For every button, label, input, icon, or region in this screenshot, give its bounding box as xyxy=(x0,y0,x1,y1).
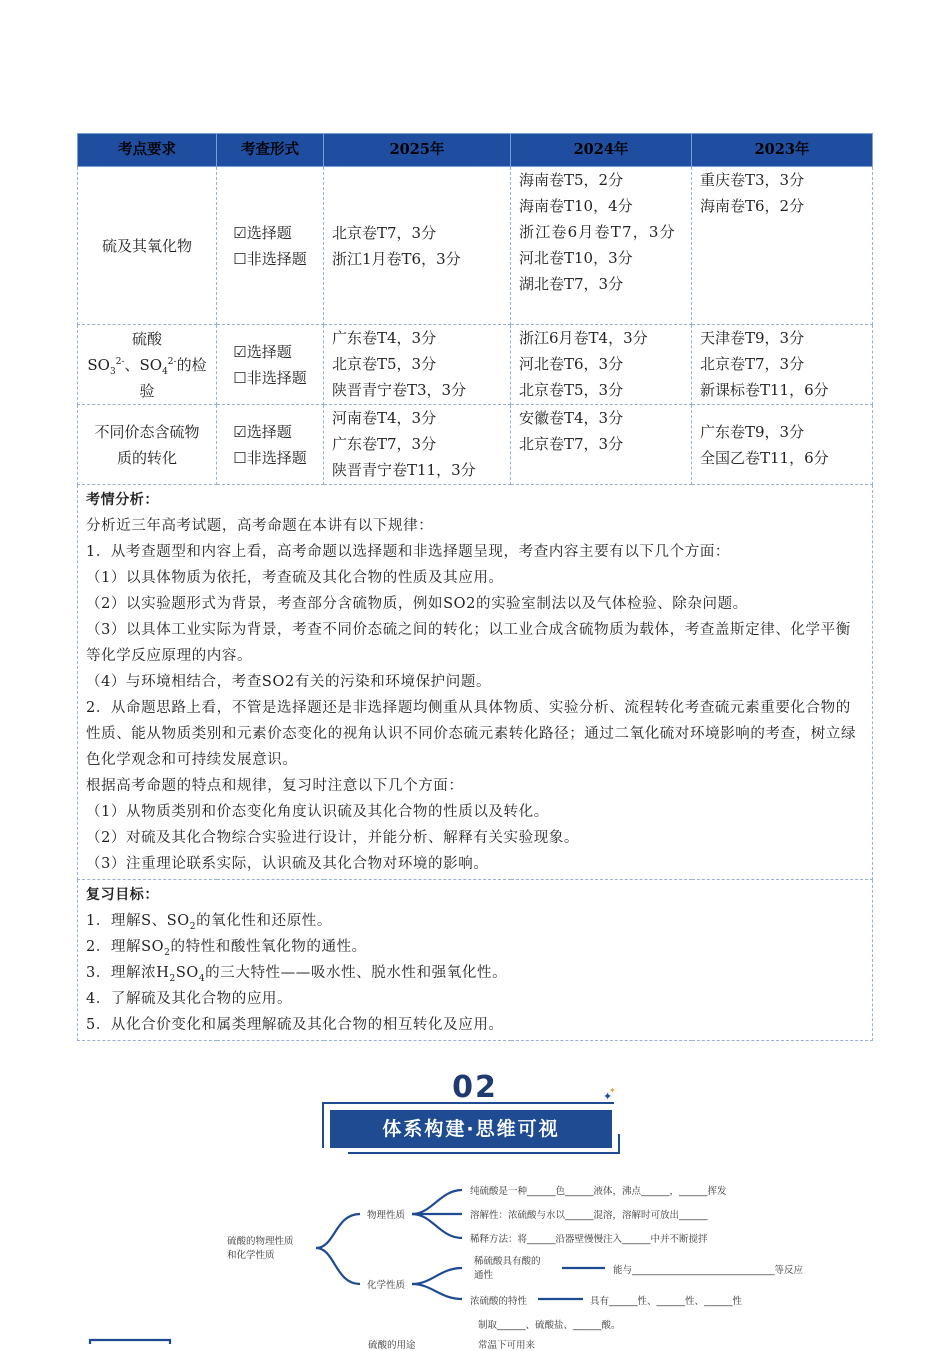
topic-text: 不同价态含硫物 xyxy=(94,422,200,441)
node-p1: 纯硫酸是一种______色______液体，沸点______，______挥发 xyxy=(470,1186,727,1197)
exam-ref: 安徽卷T4，3分 xyxy=(519,409,624,427)
goal-text: 的氧化性和还原性。 xyxy=(196,913,333,929)
header-2024: 2024年 xyxy=(511,134,692,167)
exam-ref: 北京卷T7，3分 xyxy=(519,435,624,453)
node-c1-detail: 能与______________________________等反应 xyxy=(613,1265,804,1276)
formula-so4: 、SO xyxy=(124,355,163,374)
goal-item: 5．从化合价变化和属类理解硫及其化合物的相互转化及应用。 xyxy=(86,1017,504,1033)
exam-ref: 河北卷T10，3分 xyxy=(519,249,633,267)
exam-ref: 北京卷T7，3分 xyxy=(332,223,437,242)
topic-text: 硫及其氧化物 xyxy=(101,236,192,255)
analysis-line: 2．从命题思路上看，不管是选择题还是非选择题均侧重从具体物质、实验分析、流程转化考查硫元素重要化合物的性质、能从物质类别和元素价态变化的视角认识不同价态硫元素转化路径；通过二氧化硫对环境影响的考查，树立绿色化学观念和可持续发展意识。 xyxy=(86,700,857,768)
branch-p3 xyxy=(412,1214,462,1238)
subscript: 4 xyxy=(198,973,206,984)
header-form: 考查形式 xyxy=(217,134,324,167)
analysis-heading: 考情分析： xyxy=(86,492,159,508)
subscript: 4 xyxy=(162,366,168,377)
section-number: 02 xyxy=(452,1070,498,1105)
analysis-line: 根据高考命题的特点和规律，复习时注意以下几个方面： xyxy=(86,778,464,794)
formula-so3: SO xyxy=(87,355,110,374)
analysis-line: （2）对硫及其化合物综合实验进行设计，并能分析、解释有关实验现象。 xyxy=(86,830,580,846)
exam-ref: 新课标卷T11，6分 xyxy=(700,381,829,399)
superscript: 2- xyxy=(167,356,177,367)
exam-ref: 河南卷T4，3分 xyxy=(332,409,437,427)
exam-ref: 海南卷T5，2分 xyxy=(519,171,624,189)
branch-p1 xyxy=(412,1190,462,1214)
analysis-line: （1）以具体物质为依托，考查硫及其化合物的性质及其应用。 xyxy=(86,570,504,586)
node-physical-properties: 物理性质 xyxy=(367,1210,406,1221)
exam-ref: 北京卷T5，3分 xyxy=(332,355,437,373)
exam-ref: 海南卷T6，2分 xyxy=(700,197,805,215)
exam-ref: 全国乙卷T11，6分 xyxy=(700,448,829,467)
header-topic: 考点要求 xyxy=(78,134,217,167)
node-p3: 稀释方法：将______沿器壁慢慢注入______中并不断搅拌 xyxy=(470,1234,708,1245)
node-uses-detail: 制取______、硫酸盐、______酸。 xyxy=(478,1320,621,1331)
node-label: 和化学性质 xyxy=(227,1250,275,1261)
exam-ref: 海南卷T10，4分 xyxy=(519,197,633,215)
sparkle-icon: ✦ xyxy=(609,1086,616,1095)
exam-ref: 天津卷T9，3分 xyxy=(700,329,805,347)
exam-ref: 陕晋青宁卷T3，3分 xyxy=(332,381,467,399)
exam-ref: 河北卷T6，3分 xyxy=(519,355,624,373)
node-label: 稀硫酸具有酸的 xyxy=(474,1256,541,1267)
analysis-line: （3）以具体工业实际为背景，考查不同价态硫之间的转化；以工业合成含硫物质为载体，考查盖斯定律、化学平衡等化学反应原理的内容。 xyxy=(86,622,851,664)
exam-ref: 广东卷T4，3分 xyxy=(332,329,437,347)
subscript: 2 xyxy=(169,973,176,984)
exam-ref: 浙江卷6月卷T7，3分 xyxy=(519,223,676,241)
topic-text: 质的转化 xyxy=(116,448,177,467)
goal-text: 的特性和酸性氧化物的通性。 xyxy=(170,939,367,955)
choice-checkbox-label: ☑选择题 xyxy=(233,342,292,361)
node-p2: 溶解性：浓硫酸与水以______混溶，溶解时可放出______ xyxy=(470,1210,708,1221)
header-2023: 2023年 xyxy=(692,134,873,167)
branch-physical xyxy=(316,1214,360,1248)
goal-item: 4．了解硫及其化合物的应用。 xyxy=(86,991,293,1007)
subscript: 2 xyxy=(164,947,171,958)
analysis-line: （4）与环境相结合，考查SO2有关的污染和环境保护问题。 xyxy=(86,674,492,690)
exam-ref: 浙江6月卷T4，3分 xyxy=(519,329,648,347)
analysis-line: （3）注重理论联系实际，认识硫及其化合物对环境的影响。 xyxy=(86,856,489,872)
analysis-line: 分析近三年高考试题，高考命题在本讲有以下规律： xyxy=(86,518,434,534)
superscript: 2- xyxy=(115,356,125,367)
node-c2-detail: 具有______性、______性、______性 xyxy=(590,1296,743,1307)
analysis-line: （2）以实验题形式为背景，考查部分含硫物质，例如SO2的实验室制法以及气体检验、除杂问题。 xyxy=(86,596,748,612)
analysis-line: （1）从物质类别和价态变化角度认识硫及其化合物的性质以及转化。 xyxy=(86,804,549,820)
bottom-node-edge xyxy=(90,1340,170,1344)
node-uses-cut: 常温下可用来 xyxy=(478,1340,536,1351)
goal-text: 2．理解SO xyxy=(86,939,165,955)
header-2025: 2025年 xyxy=(324,134,511,167)
node-c2: 浓硫酸的特性 xyxy=(470,1296,528,1307)
goal-text: 的三大特性——吸水性、脱水性和强氧化性。 xyxy=(205,965,508,981)
branch-c1 xyxy=(412,1268,462,1284)
exam-ref: 北京卷T5，3分 xyxy=(519,381,624,399)
branch-c2 xyxy=(412,1284,462,1299)
exam-ref: 陕晋青宁卷T11，3分 xyxy=(332,461,476,479)
nonchoice-checkbox-label: ☐非选择题 xyxy=(233,368,307,387)
goal-text: 1．理解S、SO xyxy=(86,913,190,929)
subscript: 3 xyxy=(109,366,116,377)
goals-heading: 复习目标： xyxy=(86,887,159,903)
node-chemical-properties: 化学性质 xyxy=(367,1280,406,1291)
exam-ref: 重庆卷T3，3分 xyxy=(700,171,805,189)
choice-checkbox-label: ☑选择题 xyxy=(233,422,292,441)
branch-chemical xyxy=(316,1248,360,1284)
node-c1 xyxy=(474,1255,541,1283)
exam-ref: 北京卷T7，3分 xyxy=(700,355,805,373)
nonchoice-checkbox-label: ☐非选择题 xyxy=(233,448,307,467)
topic-text: 硫酸 xyxy=(131,329,162,348)
topic-text: 的检 xyxy=(176,355,207,374)
node-label: 通性 xyxy=(474,1270,494,1281)
exam-ref: 广东卷T7，3分 xyxy=(332,435,437,453)
node-label: 硫酸的物理性质 xyxy=(227,1236,294,1247)
exam-ref: 浙江1月卷T6，3分 xyxy=(332,249,461,268)
topic-text: 验 xyxy=(139,381,155,400)
goal-text: 3．理解浓H xyxy=(86,965,170,981)
subscript: 2 xyxy=(189,921,197,932)
node-uses: 硫酸的用途 xyxy=(368,1340,416,1351)
sparkle-icon: ✦ xyxy=(603,1090,613,1103)
analysis-line: 1．从考查题型和内容上看，高考命题以选择题和非选择题呈现，考查内容主要有以下几个方面： xyxy=(86,544,731,560)
mindmap-root-node xyxy=(227,1235,294,1263)
exam-ref: 湖北卷T7，3分 xyxy=(519,275,624,293)
section-title-banner: 体系构建·思维可视 xyxy=(330,1110,612,1148)
goal-text: SO xyxy=(175,965,199,981)
exam-ref: 广东卷T9，3分 xyxy=(700,422,805,441)
choice-checkbox-label: ☑选择题 xyxy=(233,223,292,242)
nonchoice-checkbox-label: ☐非选择题 xyxy=(233,249,307,268)
